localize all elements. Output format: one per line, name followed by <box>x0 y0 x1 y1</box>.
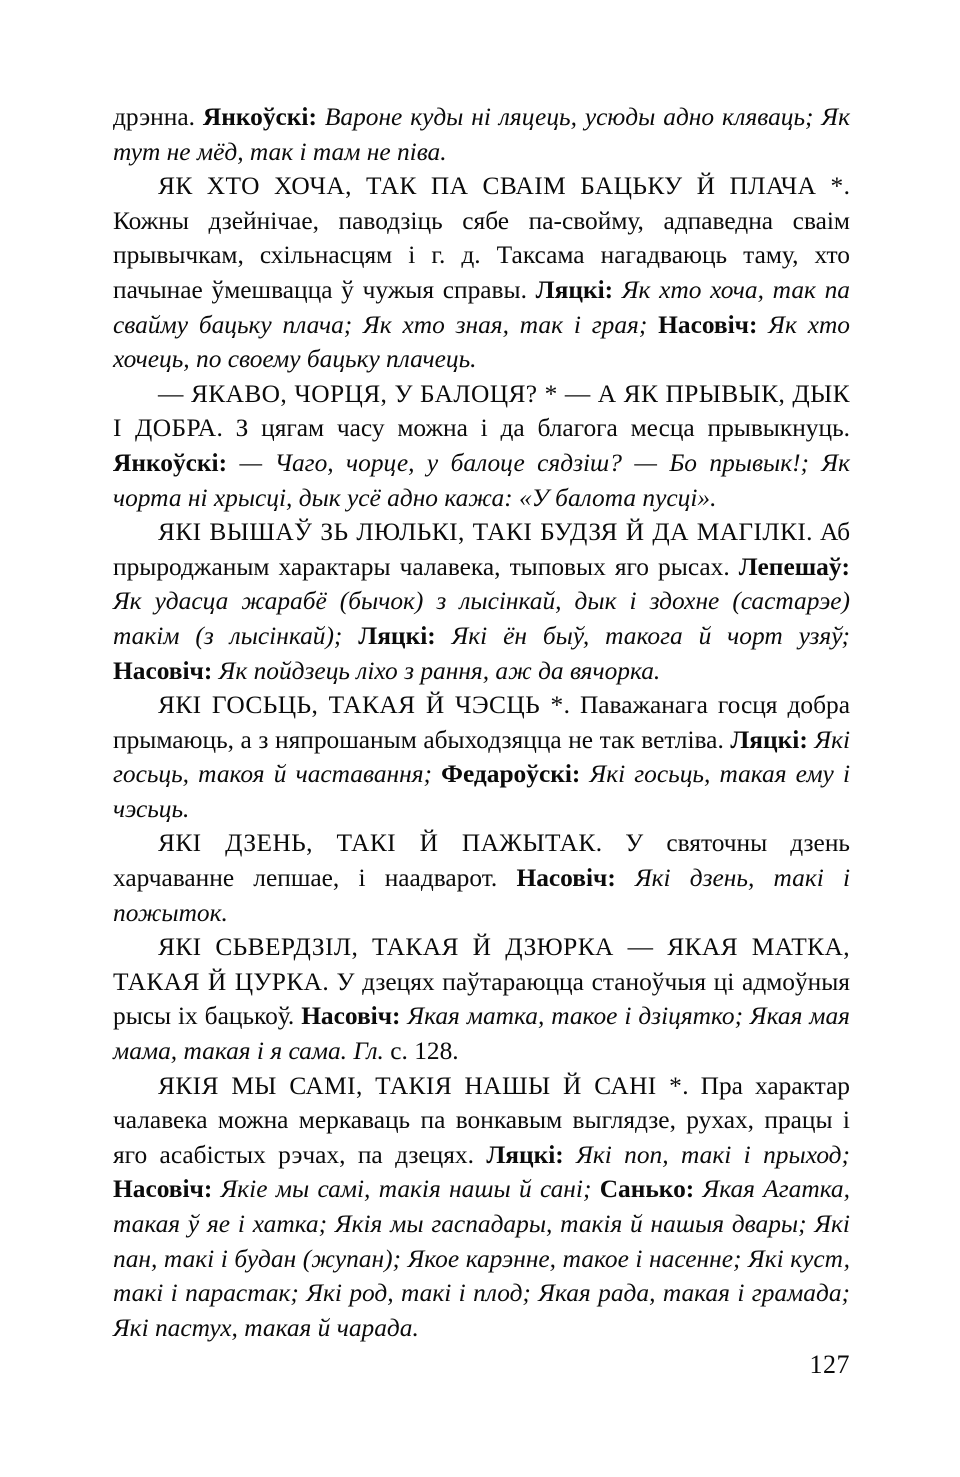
entry-definition: . Пра характар чалавека можна меркаваць па вонкавым выглядзе, рухах, працы і яго асабістых рэчах, па дзецях. <box>113 1071 850 1169</box>
source-attribution: Насовіч: <box>516 864 616 893</box>
entry-headword: ЯК ХТО ХОЧА, ТАК ПА СВАІМ БАЦЬКУ Й ПЛАЧА * <box>158 172 844 201</box>
source-attribution: Насовіч: <box>113 1175 213 1204</box>
proverb-variants: Якіе мы самі, такія нашы й сані; <box>212 1175 600 1204</box>
entry-definition: . З цягам часу можна і да благога месца прывыкнуць. <box>216 414 851 443</box>
entry-headword: — ЯКАВО, ЧОРЦЯ, У БАЛОЦЯ? * — А ЯК ПРЫВЫК, ДЫК І ДОБРА <box>113 379 850 443</box>
entry-definition: . У дзецях паўтараюцца станоўчыя ці адмоўныя рысы іх бацькоў. <box>113 967 850 1031</box>
page-number: 127 <box>809 1350 850 1379</box>
proverb-variants: Які ён быў, такога й чорт узяў; <box>435 621 850 650</box>
entry-headword: ЯКІ ДЗЕНЬ, ТАКІ Й ПАЖЫТАК <box>158 829 596 858</box>
entry-headword: ЯКІ ВЫШАЎ ЗЬ ЛЮЛЬКІ, ТАКІ БУДЗЯ Й ДА МАГІЛКІ <box>158 518 807 547</box>
entry-jaki-sverdzil <box>113 930 850 1068</box>
source-attribution: Ляцкі: <box>358 621 436 650</box>
entry-jakavo-chorcja <box>113 377 850 515</box>
cross-reference-page: с. 128. <box>383 1037 459 1066</box>
proverb-variants: Якая Агатка, такая ў яе і хатка; Якія мы гаспадары, такія й нашыя двары; Які пан, такі і будан (жупан); Якое карэнне, такое і насенне; Які куст, такі і парастак; Які род, такі і плод; Якая рада, такая і грамада; Які пастух, такая й чарада. <box>113 1175 850 1342</box>
source-attribution: Ляцкі: <box>535 275 614 304</box>
source-attribution: Федароўскі: <box>441 760 581 789</box>
entry-definition: . Паважанага госця добра прымаюць, а з няпрошаным абыходзяцца не так ветліва. <box>113 691 850 754</box>
entry-definition: . У святочны дзень харчаванне лепшае, і наадварот. <box>113 829 850 893</box>
proverb-variants: Які дзень, такі і пожыток. <box>113 864 851 927</box>
entry-headword: ЯКІ СЬВЕРДЗІЛ, ТАКАЯ Й ДЗЮРКА — ЯКАЯ МАТКА, ТАКАЯ Й ЦУРКА <box>113 933 850 996</box>
entry-headword: ЯКІЯ МЫ САМІ, ТАКІЯ НАШЫ Й САНІ * <box>158 1071 683 1100</box>
entry-jaki-gosc <box>113 688 850 826</box>
proverb-variants: Які госьць, такая ему і чэсьць. <box>113 760 850 823</box>
proverb-variants: — Чаго, чорце, у балоце сядзіш? — Бо прывык!; Як чорта ні хрысці, дык усё адно кажа: «У балота пусці». <box>113 448 850 512</box>
entry-definition: . Кожны дзейнічае, паводзіць сябе па-свойму, адпаведна сваім прывычкам, схільнасцям і г. д. Таксама нагадваюць таму, хто пачынае ўмешвацца ў чужыя справы. <box>113 172 850 304</box>
source-attribution: Янкоўскі: <box>202 103 317 131</box>
proverb-variants: Як хто хочець, по своему бацьку плачець. <box>113 310 850 374</box>
entry-continued-varone <box>113 100 850 169</box>
source-attribution: Насовіч: <box>658 310 758 339</box>
source-attribution: Лепешаў: <box>738 552 850 581</box>
proverb-variants: Якая матка, такое і дзіцятко; Якая мая мама, такая і я сама. <box>113 1002 850 1066</box>
proverb-variants: Які госьць, такоя й частавання; <box>113 725 850 789</box>
source-attribution: Ляцкі: <box>486 1140 564 1169</box>
proverb-variants: Як хто хоча, так па свайму бацьку плача; Як хто зная, так і грая; <box>113 275 851 339</box>
proverb-variants: Як пойдзець ліхо з рання, аж да вячорка. <box>212 656 661 685</box>
entry-jaki-vyshau <box>113 515 850 688</box>
source-attribution: Насовіч: <box>113 656 213 685</box>
proverb-variants: Вароне куды ні ляцець, усюды адно кляваць; Як тут не мёд, так і там не піва. <box>113 103 850 166</box>
source-attribution: Насовіч: <box>301 1002 401 1031</box>
source-attribution: Янкоўскі: <box>113 448 228 477</box>
entry-definition: . Аб прыроджаным характары чалавека, тыповых яго рысах. <box>113 518 850 581</box>
source-attribution: Ляцкі: <box>730 725 808 754</box>
proverb-variants: Які поп, такі і прыход; <box>563 1140 850 1169</box>
source-attribution: Санько: <box>599 1175 695 1204</box>
page-text-body <box>113 100 850 1345</box>
entry-jaki-dzen <box>113 826 850 930</box>
proverb-variants: Як удасца жарабё (бычок) з лысінкай, дык і здохне (састарэе) такім (з лысінкай); <box>113 587 850 650</box>
entry-jak-khto-khocha <box>113 169 850 377</box>
entry-headword: ЯКІ ГОСЬЦЬ, ТАКАЯ Й ЧЭСЦЬ * <box>158 691 564 720</box>
entry-jakija-my-sami <box>113 1069 850 1346</box>
running-text: дрэнна. <box>113 103 203 131</box>
cross-reference-label: Гл. <box>353 1037 384 1066</box>
